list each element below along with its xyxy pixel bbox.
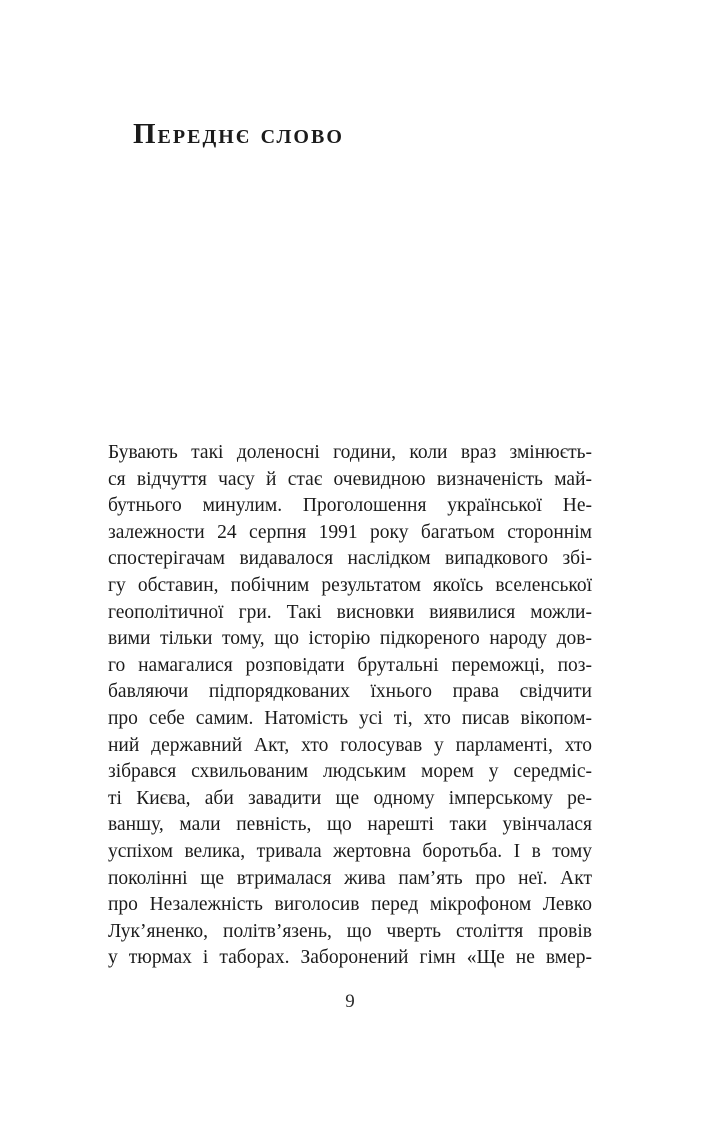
text-line: зібрався схвильованим людським морем у середміс-	[108, 761, 592, 783]
chapter-heading: Переднє слово	[133, 118, 344, 150]
text-line: Бувають такі доленосні години, коли враз змінюєть-	[108, 442, 592, 463]
text-line: поколінні ще втрималася жива пам’ять про неї. Акт	[108, 867, 592, 889]
text-line: про Незалежність виголосив перед мікрофоном Левко	[108, 894, 592, 916]
text-line: у тюрмах і таборах. Заборонений гімн «Ще не вмер-	[108, 947, 592, 969]
text-line: ваншу, мали певність, що нарешті таки увінчалася	[108, 814, 592, 836]
text-line: Лук’яненко, політв’язень, що чверть століття провів	[108, 920, 592, 942]
text-line: спостерігачам видавалося наслідком випадкового збі-	[108, 548, 592, 570]
text-line: успіхом велика, тривала жертовна боротьба. І в тому	[108, 840, 592, 862]
text-line: ся відчуття часу й стає очевидною визначеність май-	[108, 468, 592, 490]
text-line: ті Києва, аби завадити ще одному імперському ре-	[108, 787, 592, 809]
text-line: ний державний Акт, хто голосував у парламенті, хто	[108, 734, 592, 756]
text-line: вими тільки тому, що історію підкореного народу дов-	[108, 628, 592, 650]
text-line: бутнього минулим. Проголошення української Не-	[108, 495, 592, 517]
text-line: залежности 24 серпня 1991 року багатьом стороннім	[108, 521, 592, 543]
text-line: гу обставин, побічним результатом якоїсь вселенської	[108, 574, 592, 596]
text-line: бавляючи підпорядкованих їхнього права свідчити	[108, 681, 592, 703]
text-line: про себе самим. Натомість усі ті, хто писав вікопом-	[108, 707, 592, 729]
text-line: го намагалися розповідати брутальні переможці, поз-	[108, 654, 592, 676]
page-number: 9	[345, 991, 355, 1012]
paragraph	[108, 440, 592, 972]
text-line: геополітичної гри. Такі висновки виявилися можли-	[108, 601, 592, 623]
